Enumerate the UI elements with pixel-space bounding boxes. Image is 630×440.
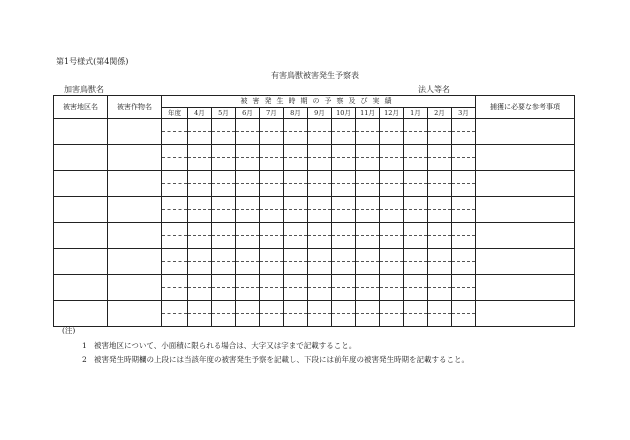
actual-cell[interactable] [428,184,452,197]
note-text: 被害発生時期欄の上段には当該年度の被害発生予察を記載し、下段には前年度の被害発生時期を記載すること。 [94,355,469,364]
forecast-cell[interactable] [356,119,380,132]
actual-cell[interactable] [332,184,356,197]
forecast-cell[interactable] [332,171,356,184]
actual-cell[interactable] [284,288,308,301]
forecast-cell[interactable] [332,249,356,262]
area-cell[interactable] [54,119,108,145]
header-month: 8月 [284,107,308,119]
forecast-cell[interactable] [428,223,452,236]
actual-cell[interactable] [284,184,308,197]
forecast-cell[interactable] [356,197,380,210]
forecast-cell[interactable] [332,119,356,132]
actual-cell[interactable] [236,236,260,249]
forecast-cell[interactable] [308,119,332,132]
actual-cell[interactable] [404,184,428,197]
actual-cell[interactable] [356,184,380,197]
actual-cell[interactable] [284,210,308,223]
area-cell[interactable] [54,145,108,171]
actual-cell[interactable] [452,236,476,249]
actual-cell[interactable] [236,210,260,223]
forecast-cell[interactable] [356,275,380,288]
forecast-cell[interactable] [212,223,236,236]
header-area: 被害地区名 [54,96,108,119]
table-row [54,145,575,158]
actual-cell[interactable] [162,314,188,327]
actual-cell[interactable] [428,236,452,249]
actual-cell[interactable] [162,158,188,171]
actual-cell[interactable] [162,210,188,223]
forecast-cell[interactable] [260,197,284,210]
table-row [54,275,575,288]
actual-cell[interactable] [212,158,236,171]
forecast-cell[interactable] [452,171,476,184]
header-month: 10月 [332,107,356,119]
actual-cell[interactable] [452,262,476,275]
forecast-cell[interactable] [188,249,212,262]
note-item [82,342,356,350]
actual-cell[interactable] [356,288,380,301]
forecast-cell[interactable] [404,275,428,288]
table-row [54,197,575,210]
forecast-cell[interactable] [284,223,308,236]
forecast-cell[interactable] [162,171,188,184]
forecast-cell[interactable] [452,275,476,288]
form-number: 第1号様式(第4関係) [56,57,129,66]
note-item [82,356,469,364]
actual-cell[interactable] [404,158,428,171]
forecast-cell[interactable] [452,223,476,236]
actual-cell[interactable] [212,288,236,301]
forecast-cell[interactable] [404,223,428,236]
actual-cell[interactable] [236,288,260,301]
forecast-cell[interactable] [332,275,356,288]
actual-cell[interactable] [452,288,476,301]
header-month: 1月 [404,107,428,119]
area-cell[interactable] [54,275,108,301]
forecast-cell[interactable] [332,145,356,158]
forecast-cell[interactable] [356,145,380,158]
actual-cell[interactable] [188,236,212,249]
notes-cell[interactable] [476,249,575,275]
actual-cell[interactable] [162,132,188,145]
actual-cell[interactable] [428,158,452,171]
actual-cell[interactable] [308,288,332,301]
crop-cell[interactable] [108,301,162,327]
actual-cell[interactable] [162,288,188,301]
forecast-cell[interactable] [188,275,212,288]
forecast-cell[interactable] [428,119,452,132]
forecast-cell[interactable] [188,119,212,132]
forecast-cell[interactable] [260,119,284,132]
forecast-cell[interactable] [236,171,260,184]
header-month: 4月 [188,107,212,119]
actual-cell[interactable] [356,236,380,249]
forecast-cell[interactable] [452,145,476,158]
forecast-cell[interactable] [452,301,476,314]
actual-cell[interactable] [284,314,308,327]
actual-cell[interactable] [380,132,404,145]
note-number: 1 [82,341,87,350]
forecast-cell[interactable] [380,145,404,158]
actual-cell[interactable] [428,262,452,275]
actual-cell[interactable] [212,184,236,197]
actual-cell[interactable] [308,210,332,223]
table-row [54,249,575,262]
forecast-cell[interactable] [428,171,452,184]
area-cell[interactable] [54,301,108,327]
forecast-cell[interactable] [284,249,308,262]
header-month: 12月 [380,107,404,119]
crop-cell[interactable] [108,275,162,301]
forecast-cell[interactable] [260,275,284,288]
forecast-cell[interactable] [404,145,428,158]
forecast-cell[interactable] [356,171,380,184]
actual-cell[interactable] [452,314,476,327]
header-month: 11月 [356,107,380,119]
actual-cell[interactable] [332,158,356,171]
forecast-cell[interactable] [380,119,404,132]
notes-cell[interactable] [476,301,575,327]
forecast-cell[interactable] [380,249,404,262]
actual-cell[interactable] [260,210,284,223]
actual-cell[interactable] [380,210,404,223]
forecast-cell[interactable] [308,275,332,288]
actual-cell[interactable] [308,314,332,327]
actual-cell[interactable] [356,262,380,275]
forecast-cell[interactable] [356,301,380,314]
forecast-cell[interactable] [260,223,284,236]
forecast-cell[interactable] [162,301,188,314]
forecast-cell[interactable] [236,275,260,288]
notes-cell[interactable] [476,119,575,145]
actual-cell[interactable] [404,236,428,249]
actual-cell[interactable] [260,262,284,275]
forecast-cell[interactable] [428,249,452,262]
forecast-cell[interactable] [236,197,260,210]
actual-cell[interactable] [162,184,188,197]
actual-cell[interactable] [332,262,356,275]
actual-cell[interactable] [260,132,284,145]
forecast-cell[interactable] [380,275,404,288]
forecast-cell[interactable] [356,223,380,236]
forecast-cell[interactable] [332,301,356,314]
forecast-cell[interactable] [212,249,236,262]
table-body [54,119,575,327]
crop-cell[interactable] [108,249,162,275]
actual-cell[interactable] [356,158,380,171]
notes-heading: (注) [62,326,76,335]
notes-cell[interactable] [476,145,575,171]
forecast-cell[interactable] [260,145,284,158]
actual-cell[interactable] [308,236,332,249]
actual-cell[interactable] [380,314,404,327]
crop-cell[interactable] [108,197,162,223]
actual-cell[interactable] [332,132,356,145]
forecast-cell[interactable] [308,171,332,184]
actual-cell[interactable] [452,210,476,223]
forecast-cell[interactable] [284,275,308,288]
forecast-cell[interactable] [162,197,188,210]
forecast-cell[interactable] [188,197,212,210]
table-row [54,301,575,314]
header-period: 被害発生時期の予察及び実績 [162,96,476,108]
forecast-cell[interactable] [284,145,308,158]
actual-cell[interactable] [356,210,380,223]
note-text: 被害地区について、小面積に限られる場合は、大字又は字まで記載すること。 [94,341,357,350]
forecast-cell[interactable] [162,145,188,158]
actual-cell[interactable] [452,184,476,197]
forecast-cell[interactable] [404,171,428,184]
forecast-cell[interactable] [308,301,332,314]
corporation-label: 法人等名 [418,85,450,94]
forecast-cell[interactable] [308,197,332,210]
actual-cell[interactable] [188,262,212,275]
actual-cell[interactable] [284,236,308,249]
forecast-cell[interactable] [380,197,404,210]
forecast-cell[interactable] [332,197,356,210]
forecast-cell[interactable] [260,249,284,262]
crop-cell[interactable] [108,145,162,171]
notes-cell[interactable] [476,223,575,249]
forecast-cell[interactable] [452,119,476,132]
forecast-cell[interactable] [332,223,356,236]
header-month: 3月 [452,107,476,119]
actual-cell[interactable] [260,288,284,301]
forecast-cell[interactable] [236,249,260,262]
forecast-cell[interactable] [452,197,476,210]
actual-cell[interactable] [356,314,380,327]
header-month: 9月 [308,107,332,119]
actual-cell[interactable] [162,236,188,249]
header-notes: 捕獲に必要な参考事項 [476,96,575,119]
actual-cell[interactable] [284,262,308,275]
actual-cell[interactable] [260,184,284,197]
actual-cell[interactable] [380,236,404,249]
actual-cell[interactable] [308,262,332,275]
forecast-cell[interactable] [428,145,452,158]
actual-cell[interactable] [188,288,212,301]
crop-cell[interactable] [108,119,162,145]
actual-cell[interactable] [428,288,452,301]
actual-cell[interactable] [428,132,452,145]
notes-cell[interactable] [476,171,575,197]
actual-cell[interactable] [260,158,284,171]
actual-cell[interactable] [452,132,476,145]
actual-cell[interactable] [260,236,284,249]
forecast-cell[interactable] [260,301,284,314]
header-month: 5月 [212,107,236,119]
actual-cell[interactable] [188,132,212,145]
forecast-cell[interactable] [236,223,260,236]
forecast-cell[interactable] [356,249,380,262]
forecast-cell[interactable] [380,223,404,236]
forecast-cell[interactable] [260,171,284,184]
crop-cell[interactable] [108,171,162,197]
forecast-cell[interactable] [212,119,236,132]
header-month: 7月 [260,107,284,119]
forecast-cell[interactable] [404,197,428,210]
actual-cell[interactable] [380,288,404,301]
actual-cell[interactable] [332,236,356,249]
forecast-cell[interactable] [284,301,308,314]
actual-cell[interactable] [308,184,332,197]
actual-cell[interactable] [404,288,428,301]
forecast-cell[interactable] [308,249,332,262]
actual-cell[interactable] [428,314,452,327]
table-row [54,171,575,184]
forecast-cell[interactable] [212,145,236,158]
header-month: 2月 [428,107,452,119]
forecast-cell[interactable] [212,275,236,288]
actual-cell[interactable] [260,314,284,327]
area-cell[interactable] [54,171,108,197]
actual-cell[interactable] [356,132,380,145]
note-number: 2 [82,355,87,364]
table-row [54,119,575,132]
forecast-cell[interactable] [308,223,332,236]
forecast-cell[interactable] [428,275,452,288]
forecast-cell[interactable] [428,301,452,314]
actual-cell[interactable] [332,288,356,301]
forecast-cell[interactable] [380,301,404,314]
forecast-cell[interactable] [162,249,188,262]
actual-cell[interactable] [332,314,356,327]
forecast-cell[interactable] [188,223,212,236]
actual-cell[interactable] [212,314,236,327]
actual-cell[interactable] [332,210,356,223]
forecast-cell[interactable] [188,145,212,158]
actual-cell[interactable] [236,158,260,171]
forecast-cell[interactable] [188,171,212,184]
actual-cell[interactable] [404,210,428,223]
actual-cell[interactable] [380,184,404,197]
actual-cell[interactable] [284,158,308,171]
forecast-cell[interactable] [284,197,308,210]
forecast-cell[interactable] [162,119,188,132]
forecast-cell[interactable] [236,301,260,314]
header-month: 6月 [236,107,260,119]
actual-cell[interactable] [404,262,428,275]
actual-cell[interactable] [162,262,188,275]
actual-cell[interactable] [236,132,260,145]
forecast-cell[interactable] [212,171,236,184]
actual-cell[interactable] [188,210,212,223]
forecast-cell[interactable] [284,171,308,184]
table-row [54,223,575,236]
actual-cell[interactable] [308,132,332,145]
forecast-cell[interactable] [308,145,332,158]
notes-cell[interactable] [476,275,575,301]
actual-cell[interactable] [212,236,236,249]
forecast-cell[interactable] [380,171,404,184]
actual-cell[interactable] [188,314,212,327]
forecast-cell[interactable] [452,249,476,262]
damage-forecast-table [53,95,575,327]
actual-cell[interactable] [284,132,308,145]
actual-cell[interactable] [380,262,404,275]
header-crop: 被害作物名 [108,96,162,119]
forecast-cell[interactable] [212,197,236,210]
forecast-cell[interactable] [236,145,260,158]
actual-cell[interactable] [236,184,260,197]
actual-cell[interactable] [452,158,476,171]
actual-cell[interactable] [188,158,212,171]
notes-cell[interactable] [476,197,575,223]
actual-cell[interactable] [308,158,332,171]
crop-cell[interactable] [108,223,162,249]
forecast-cell[interactable] [236,119,260,132]
forecast-cell[interactable] [404,249,428,262]
actual-cell[interactable] [380,158,404,171]
actual-cell[interactable] [236,262,260,275]
forecast-cell[interactable] [162,223,188,236]
header-fiscal-year: 年度 [162,107,188,119]
actual-cell[interactable] [212,210,236,223]
forecast-cell[interactable] [212,301,236,314]
forecast-cell[interactable] [284,119,308,132]
forecast-cell[interactable] [188,301,212,314]
area-cell[interactable] [54,197,108,223]
actual-cell[interactable] [428,210,452,223]
area-cell[interactable] [54,223,108,249]
harmful-animal-label: 加害鳥獣名 [64,85,104,94]
actual-cell[interactable] [404,314,428,327]
forecast-cell[interactable] [404,301,428,314]
forecast-cell[interactable] [162,275,188,288]
actual-cell[interactable] [236,314,260,327]
actual-cell[interactable] [404,132,428,145]
forecast-cell[interactable] [404,119,428,132]
actual-cell[interactable] [212,132,236,145]
forecast-cell[interactable] [428,197,452,210]
area-cell[interactable] [54,249,108,275]
document-title: 有害鳥獣被害発生予察表 [271,71,359,80]
actual-cell[interactable] [212,262,236,275]
actual-cell[interactable] [188,184,212,197]
